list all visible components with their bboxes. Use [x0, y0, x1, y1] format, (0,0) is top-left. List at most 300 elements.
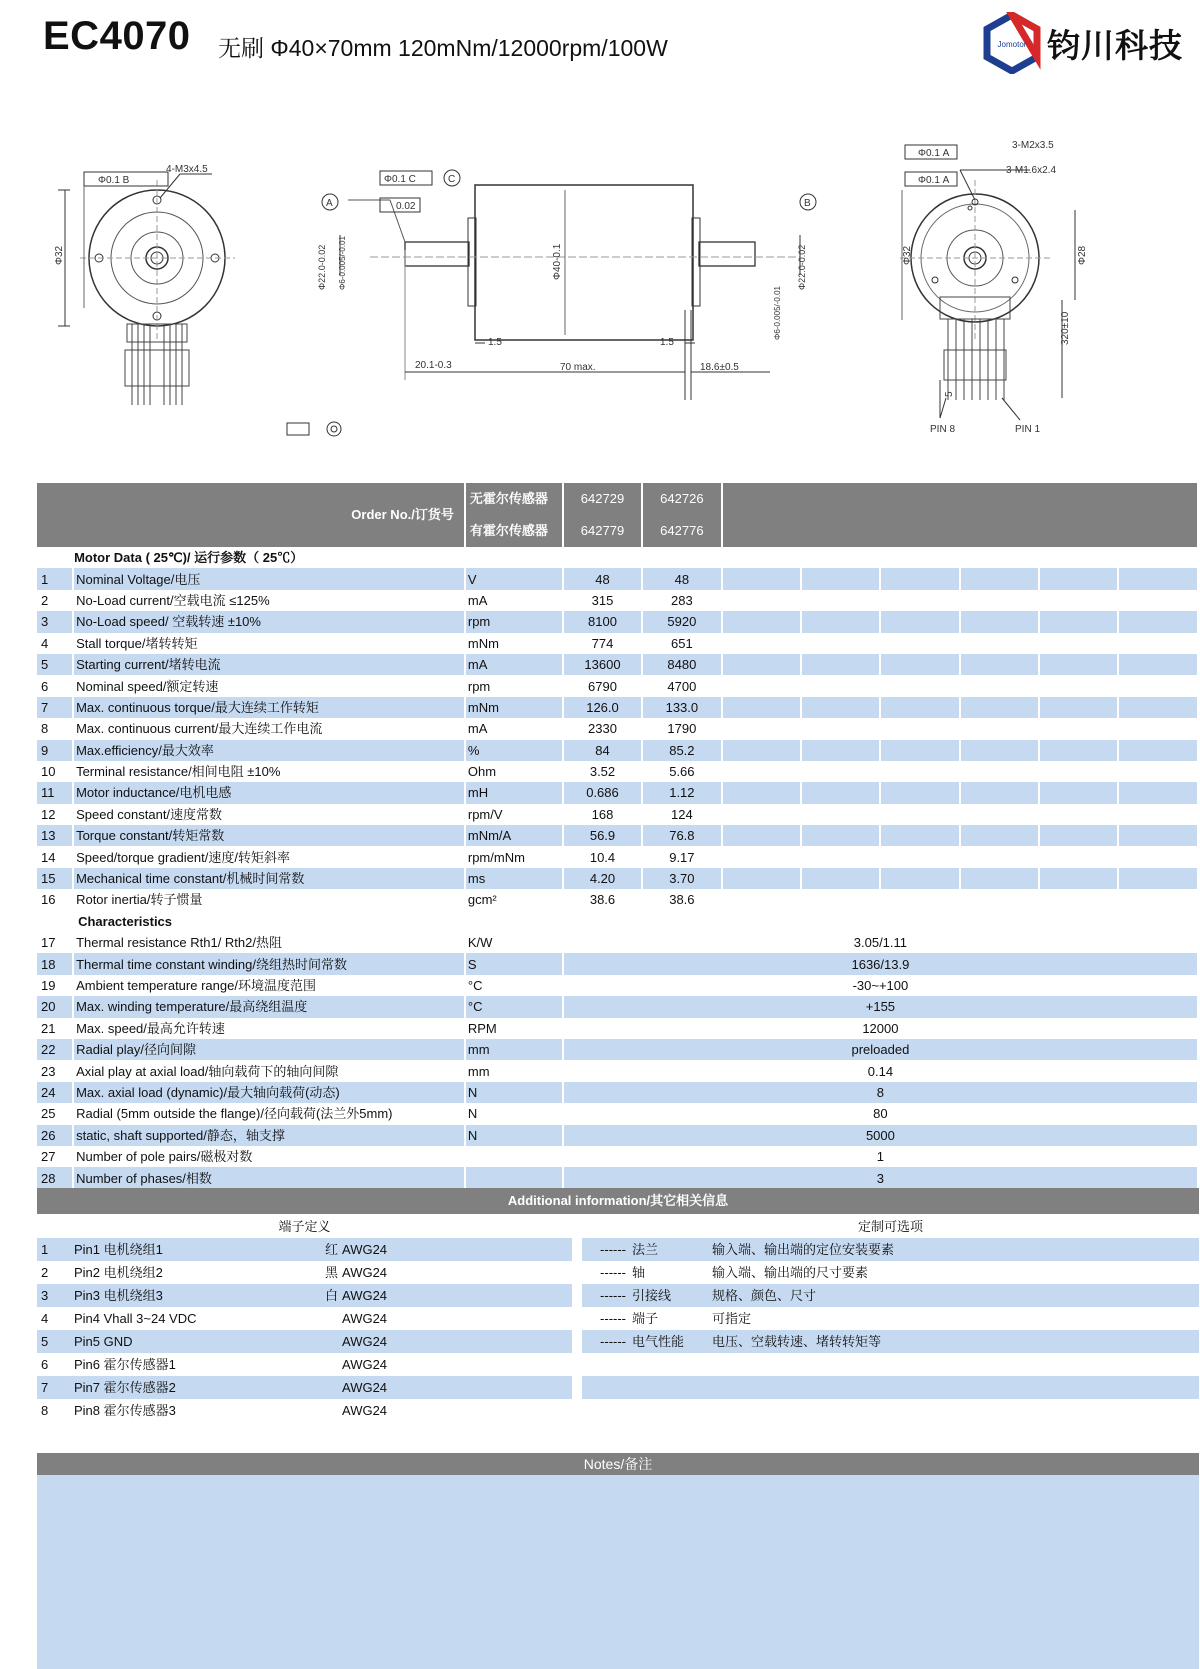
param-unit [465, 1167, 563, 1188]
drawing-label: Φ0.1 A [918, 148, 950, 159]
table-cell [582, 1353, 632, 1376]
param-value: 8100 [563, 611, 642, 632]
param-value: 38.6 [563, 889, 642, 910]
param-name: Max.efficiency/最大效率 [73, 740, 465, 761]
table-cell [37, 547, 73, 568]
drawing-label: PIN 8 [930, 424, 956, 435]
table-cell [572, 1376, 582, 1399]
table-cell [582, 1376, 632, 1399]
table-cell [880, 718, 959, 739]
row-number: 7 [37, 1376, 72, 1399]
param-name: Max. continuous torque/最大连续工作转矩 [73, 697, 465, 718]
param-value: 0.686 [563, 782, 642, 803]
table-cell [1118, 611, 1198, 632]
wire-color: 白 [317, 1284, 342, 1307]
param-name: Thermal resistance Rth1/ Rth2/热阻 [73, 932, 465, 953]
wire-color [317, 1330, 342, 1353]
table-cell [1118, 889, 1198, 910]
drawing-label: Φ0.1 A [918, 175, 950, 186]
param-unit: S [465, 953, 563, 974]
table-cell [960, 825, 1039, 846]
option-dash: ------ [582, 1238, 632, 1261]
param-value: 4700 [642, 675, 721, 696]
table-cell [722, 697, 801, 718]
param-name: Radial play/径向间隙 [73, 1039, 465, 1060]
param-name: Max. axial load (dynamic)/最大轴向载荷(动态) [73, 1082, 465, 1103]
order-label: Order No./订货号 [37, 483, 465, 547]
option-item: 法兰 [632, 1238, 712, 1261]
param-unit: mm [465, 1060, 563, 1081]
section-title: Motor Data ( 25℃)/ 运行参数（ 25℃） [73, 547, 1198, 568]
param-name: Nominal Voltage/电压 [73, 568, 465, 589]
order-number: 642729 [563, 483, 642, 515]
drawing-label: Φ6-0.005/-0.01 [773, 286, 782, 340]
table-cell [801, 740, 880, 761]
table-cell [960, 740, 1039, 761]
option-description: 输入端、输出端的尺寸要素 [712, 1265, 869, 1280]
table-cell [1039, 718, 1118, 739]
right-view [900, 145, 1075, 420]
option-description: 输入端、输出端的定位安装要素 [712, 1238, 1199, 1261]
pin-row [37, 1307, 1199, 1330]
drawing-label: Φ6-0.005/-0.01 [338, 236, 347, 290]
table-cell [722, 568, 801, 589]
table-cell [632, 1376, 712, 1399]
section-motor-data [37, 547, 1198, 568]
table-cell [1118, 804, 1198, 825]
pins-title: 端子定义 [278, 1219, 331, 1234]
drawing-label: 70 max. [560, 362, 596, 373]
param-value: 283 [642, 590, 721, 611]
characteristic-row [37, 1039, 1198, 1060]
table-cell [722, 889, 801, 910]
wire-gauge: AWG24 [342, 1265, 388, 1280]
row-number: 10 [37, 761, 73, 782]
param-value: 124 [642, 804, 721, 825]
table-cell [572, 1238, 582, 1261]
param-unit: RPM [465, 1018, 563, 1039]
param-unit: mA [465, 654, 563, 675]
table-cell [1118, 590, 1198, 611]
param-name: Radial (5mm outside the flange)/径向载荷(法兰外5mm) [73, 1103, 465, 1124]
table-cell [960, 782, 1039, 803]
table-cell [1039, 568, 1118, 589]
table-cell [1118, 782, 1198, 803]
technical-drawing [40, 140, 1160, 475]
param-unit: rpm/V [465, 804, 563, 825]
param-value: 5000 [563, 1125, 1198, 1146]
param-unit: V [465, 568, 563, 589]
param-value: 133.0 [642, 697, 721, 718]
table-cell [801, 846, 880, 867]
table-cell [801, 718, 880, 739]
param-unit: °C [465, 996, 563, 1017]
wire-gauge: AWG24 [342, 1284, 572, 1307]
option-item: 电气性能 [632, 1330, 712, 1353]
param-name: Stall torque/堵转转矩 [73, 633, 465, 654]
table-cell [722, 868, 801, 889]
row-number: 8 [37, 718, 73, 739]
table-cell [582, 1399, 632, 1422]
product-model: EC4070 [43, 14, 191, 58]
param-value: 1790 [642, 718, 721, 739]
table-cell [722, 761, 801, 782]
pin-row [37, 1330, 1199, 1353]
drawing-label: A [326, 198, 333, 209]
drawing-label: Φ32 [54, 245, 65, 265]
param-name: Speed constant/速度常数 [73, 804, 465, 825]
table-cell [722, 782, 801, 803]
drawing-label: 20.1-0.3 [415, 360, 452, 371]
drawing-label: 3-M1.6x2.4 [1006, 165, 1057, 176]
row-number: 2 [41, 1265, 49, 1280]
row-number: 28 [37, 1167, 73, 1188]
param-value: 774 [563, 633, 642, 654]
pin-definition: Pin6 霍尔传感器1 [74, 1357, 176, 1372]
row-number: 8 [41, 1403, 49, 1418]
param-name: Thermal time constant winding/绕组热时间常数 [73, 953, 465, 974]
param-value: 1 [563, 1146, 1198, 1167]
table-cell [632, 1353, 712, 1376]
table-cell [801, 590, 880, 611]
table-cell [722, 590, 801, 611]
pin-definition: Pin7 霍尔传感器2 [72, 1376, 317, 1399]
param-unit: N [465, 1082, 563, 1103]
param-value: 5920 [642, 611, 721, 632]
wire-gauge: AWG24 [342, 1376, 572, 1399]
table-cell [801, 889, 880, 910]
pin-definition: Pin5 GND [72, 1330, 317, 1353]
param-value: 651 [642, 633, 721, 654]
logo-text: Jomotor [997, 40, 1027, 49]
table-cell [722, 825, 801, 846]
param-name: Number of phases/相数 [73, 1167, 465, 1188]
table-cell [1039, 590, 1118, 611]
table-cell [880, 782, 959, 803]
param-value: 168 [563, 804, 642, 825]
drawing-label: Φ22.0-0.02 [317, 244, 327, 290]
wire-color [317, 1307, 342, 1330]
table-cell [722, 633, 801, 654]
param-value: 76.8 [642, 825, 721, 846]
param-value: 84 [563, 740, 642, 761]
param-value: -30~+100 [563, 975, 1198, 996]
row-number: 5 [37, 1330, 72, 1353]
table-cell [801, 761, 880, 782]
param-name: Motor inductance/电机电感 [73, 782, 465, 803]
param-name: Mechanical time constant/机械时间常数 [73, 868, 465, 889]
table-cell [722, 846, 801, 867]
table-cell [1039, 633, 1118, 654]
table-cell [1118, 633, 1198, 654]
drawing-label: PIN 1 [1015, 424, 1041, 435]
motor-data-row [37, 697, 1198, 718]
table-cell [1118, 761, 1198, 782]
row-number: 12 [37, 804, 73, 825]
table-cell [960, 718, 1039, 739]
table-cell [801, 675, 880, 696]
wire-gauge: AWG24 [342, 1357, 388, 1372]
option-description: 规格、颜色、尺寸 [712, 1284, 1199, 1307]
param-unit: rpm [465, 675, 563, 696]
pin-row [37, 1261, 1199, 1284]
pin-definition: Pin1 电机绕组1 [72, 1238, 317, 1261]
row-number: 14 [37, 846, 73, 867]
param-name: Max. speed/最高允许转速 [73, 1018, 465, 1039]
table-cell [712, 1399, 1199, 1422]
param-unit: mNm/A [465, 825, 563, 846]
motor-data-row [37, 590, 1198, 611]
hall-label: 有霍尔传感器 [465, 515, 563, 547]
param-unit: mA [465, 590, 563, 611]
table-cell [801, 568, 880, 589]
table-cell [1039, 654, 1118, 675]
pin-definition: Pin3 电机绕组3 [72, 1284, 317, 1307]
param-value: 8480 [642, 654, 721, 675]
pin-definition: Pin4 Vhall 3~24 VDC [74, 1311, 197, 1326]
drawing-label: C [448, 174, 456, 185]
motor-data-row [37, 718, 1198, 739]
table-cell [722, 483, 1198, 515]
param-name: Max. continuous current/最大连续工作电流 [73, 718, 465, 739]
table-cell [880, 740, 959, 761]
table-cell [37, 911, 73, 932]
param-value: 12000 [563, 1018, 1198, 1039]
table-cell [880, 633, 959, 654]
wire-color [317, 1353, 342, 1376]
table-cell [572, 1284, 582, 1307]
table-cell [880, 761, 959, 782]
param-unit: K/W [465, 932, 563, 953]
hexagon-logo-icon [982, 12, 1042, 74]
param-unit: ms [465, 868, 563, 889]
table-cell [1118, 846, 1198, 867]
table-cell [880, 611, 959, 632]
drawing-label: Φ0.1 C [384, 174, 416, 185]
motor-data-row [37, 782, 1198, 803]
param-unit: mm [465, 1039, 563, 1060]
param-value: 0.14 [563, 1060, 1198, 1081]
characteristic-row [37, 1103, 1198, 1124]
motor-data-row [37, 804, 1198, 825]
pin-definition: Pin8 霍尔传感器3 [74, 1403, 176, 1418]
table-cell [880, 804, 959, 825]
characteristic-row [37, 1018, 1198, 1039]
table-cell [960, 868, 1039, 889]
row-number: 6 [41, 1357, 49, 1372]
wire-color [317, 1399, 342, 1422]
row-number: 13 [37, 825, 73, 846]
table-cell [572, 1215, 582, 1238]
table-cell [722, 804, 801, 825]
drawing-label: 5 [944, 391, 955, 397]
table-cell [1118, 825, 1198, 846]
options-title: 定制可选项 [858, 1219, 924, 1234]
param-value: 2330 [563, 718, 642, 739]
wire-gauge: AWG24 [342, 1238, 572, 1261]
no-hall-label: 无霍尔传感器 [465, 483, 563, 515]
table-cell [960, 697, 1039, 718]
table-cell [1118, 654, 1198, 675]
row-number: 24 [37, 1082, 73, 1103]
param-name: Nominal speed/额定转速 [73, 675, 465, 696]
table-cell [722, 515, 1198, 547]
drawing-label: 4-M3x4.5 [166, 164, 208, 175]
drawing-label: 3-M2x3.5 [1012, 140, 1054, 151]
row-number: 27 [37, 1146, 73, 1167]
table-cell [1039, 804, 1118, 825]
motor-data-row [37, 633, 1198, 654]
motor-data-row [37, 654, 1198, 675]
param-value: 126.0 [563, 697, 642, 718]
option-dash: ------ [600, 1311, 627, 1326]
param-unit: gcm² [465, 889, 563, 910]
drawing-label: B [804, 198, 811, 209]
table-cell [880, 889, 959, 910]
param-value: 6790 [563, 675, 642, 696]
table-cell [960, 654, 1039, 675]
param-name: Starting current/堵转电流 [73, 654, 465, 675]
param-name: Number of pole pairs/磁极对数 [73, 1146, 465, 1167]
param-value: 1.12 [642, 782, 721, 803]
param-value: 56.9 [563, 825, 642, 846]
row-number: 20 [37, 996, 73, 1017]
motor-data-row [37, 761, 1198, 782]
table-cell [880, 568, 959, 589]
characteristic-row [37, 975, 1198, 996]
table-cell [572, 1353, 582, 1376]
pin-row [37, 1238, 1199, 1261]
row-number: 17 [37, 932, 73, 953]
param-name: Torque constant/转矩常数 [73, 825, 465, 846]
table-cell [960, 568, 1039, 589]
additional-info-header: Additional information/其它相关信息 [37, 1188, 1199, 1214]
table-cell [960, 889, 1039, 910]
param-name: Max. winding temperature/最高绕组温度 [73, 996, 465, 1017]
option-dash: ------ [600, 1265, 627, 1280]
param-unit: mNm [465, 633, 563, 654]
table-cell [572, 1330, 582, 1353]
motor-data-row [37, 675, 1198, 696]
param-value: 48 [642, 568, 721, 589]
param-unit: rpm [465, 611, 563, 632]
motor-data-row [37, 611, 1198, 632]
param-value: 10.4 [563, 846, 642, 867]
row-number: 15 [37, 868, 73, 889]
table-cell [960, 633, 1039, 654]
drawing-label: Φ28 [1077, 245, 1088, 265]
table-cell [1039, 611, 1118, 632]
order-number: 642779 [563, 515, 642, 547]
motor-data-row [37, 825, 1198, 846]
motor-data-row [37, 868, 1198, 889]
row-number: 26 [37, 1125, 73, 1146]
characteristic-row [37, 1125, 1198, 1146]
param-name: Ambient temperature range/环境温度范围 [73, 975, 465, 996]
section-characteristics [37, 911, 1198, 932]
order-number: 642776 [642, 515, 721, 547]
param-unit: N [465, 1103, 563, 1124]
motor-data-row [37, 568, 1198, 589]
order-row-no-hall [37, 483, 1198, 515]
table-cell [1039, 697, 1118, 718]
row-number: 7 [37, 697, 73, 718]
pin-definition: Pin2 电机绕组2 [74, 1265, 163, 1280]
param-unit: N [465, 1125, 563, 1146]
row-number: 11 [37, 782, 73, 803]
table-cell [880, 675, 959, 696]
table-cell [880, 697, 959, 718]
param-name: Speed/torque gradient/速度/转矩斜率 [73, 846, 465, 867]
wire-gauge: AWG24 [342, 1403, 388, 1418]
characteristic-row [37, 953, 1198, 974]
param-value: 48 [563, 568, 642, 589]
table-cell [960, 675, 1039, 696]
row-number: 4 [41, 1311, 49, 1326]
drawing-label: Φ40-0.1 [552, 243, 563, 280]
wire-color [317, 1376, 342, 1399]
table-cell [960, 846, 1039, 867]
param-name: No-Load speed/ 空载转速 ±10% [73, 611, 465, 632]
table-cell [880, 846, 959, 867]
param-name: Terminal resistance/相间电阻 ±10% [73, 761, 465, 782]
characteristic-row [37, 1060, 1198, 1081]
drawing-label: 0.02 [396, 201, 416, 212]
additional-info-table [37, 1215, 1199, 1422]
table-cell [801, 633, 880, 654]
param-unit [465, 1146, 563, 1167]
table-cell [572, 1261, 582, 1284]
table-cell [632, 1399, 712, 1422]
order-number: 642726 [642, 483, 721, 515]
table-cell [1039, 889, 1118, 910]
product-description: 无刷 Φ40×70mm 120mNm/12000rpm/100W [218, 35, 668, 61]
row-number: 25 [37, 1103, 73, 1124]
table-cell [801, 654, 880, 675]
option-item: 端子 [632, 1311, 659, 1326]
characteristic-row [37, 1146, 1198, 1167]
table-cell [1039, 846, 1118, 867]
param-value: 85.2 [642, 740, 721, 761]
characteristic-row [37, 1082, 1198, 1103]
motor-data-row [37, 740, 1198, 761]
row-number: 21 [37, 1018, 73, 1039]
table-cell [1039, 740, 1118, 761]
row-number: 9 [37, 740, 73, 761]
table-cell [1118, 740, 1198, 761]
option-item: 轴 [632, 1265, 646, 1280]
table-cell [1039, 675, 1118, 696]
option-description: 可指定 [712, 1311, 752, 1326]
table-cell [880, 868, 959, 889]
table-cell [722, 675, 801, 696]
table-cell [1118, 718, 1198, 739]
drawing-label: 18.6±0.5 [700, 362, 739, 373]
drawing-label: Φ22.0-0.02 [797, 244, 807, 290]
row-number: 22 [37, 1039, 73, 1060]
param-name: static, shaft supported/静态，轴支撑 [73, 1125, 465, 1146]
wire-color: 黑 [324, 1265, 338, 1280]
table-cell [1118, 868, 1198, 889]
param-value: 3.05/1.11 [563, 932, 1198, 953]
table-cell [1039, 782, 1118, 803]
wire-gauge: AWG24 [342, 1330, 572, 1353]
drawing-label: 1.5 [660, 337, 674, 348]
param-value: 4.20 [563, 868, 642, 889]
param-value: 80 [563, 1103, 1198, 1124]
table-cell [801, 825, 880, 846]
motor-data-row [37, 846, 1198, 867]
